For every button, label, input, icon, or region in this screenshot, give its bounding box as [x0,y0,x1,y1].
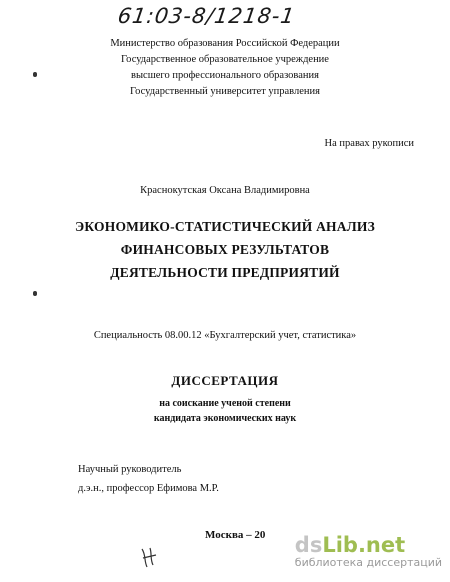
dslib-watermark [295,534,442,570]
dissertation-title [0,215,450,284]
institution-line: высшего профессионального образования [131,70,319,81]
degree-line: на соискание ученой степени [159,398,291,409]
institution-line: Министерство образования Российской Федерации [110,38,340,49]
specialty: Специальность 08.00.12 «Бухгалтерский учет, статистика» [93,330,357,341]
margin-dot [33,72,37,77]
supervisor-block [78,460,219,498]
document-type: ДИССЕРТАЦИЯ [171,373,279,388]
rights-note: На правах рукописи [324,138,414,149]
title-line: ЭКОНОМИКО-СТАТИСТИЧЕСКИЙ АНАЛИЗ [75,219,375,234]
title-line: ДЕЯТЕЛЬНОСТИ ПРЕДПРИЯТИЙ [110,265,340,280]
institution-line: Государственный университет управления [130,86,320,97]
watermark-subtitle: библиотека диссертаций [294,556,442,569]
title-line: ФИНАНСОВЫХ РЕЗУЛЬТАТОВ [120,242,330,257]
city-year: Москва – 20 [205,529,266,541]
margin-dot [33,291,37,296]
institution-line: Государственное образовательное учреждение [121,54,329,65]
handwritten-archive-code: 61:03-8/1218-1 [116,4,297,28]
supervisor-name: д.э.н., профессор Ефимова М.Р. [78,483,219,494]
degree-line: кандидата экономических наук [153,413,297,424]
dslib-logo: dsLib.net [294,533,406,557]
pen-scribble-icon [138,545,162,571]
institution-header [0,36,450,100]
author-name: Краснокутская Оксана Владимировна [140,185,310,196]
degree-description [0,396,450,426]
supervisor-label: Научный руководитель [78,464,182,475]
